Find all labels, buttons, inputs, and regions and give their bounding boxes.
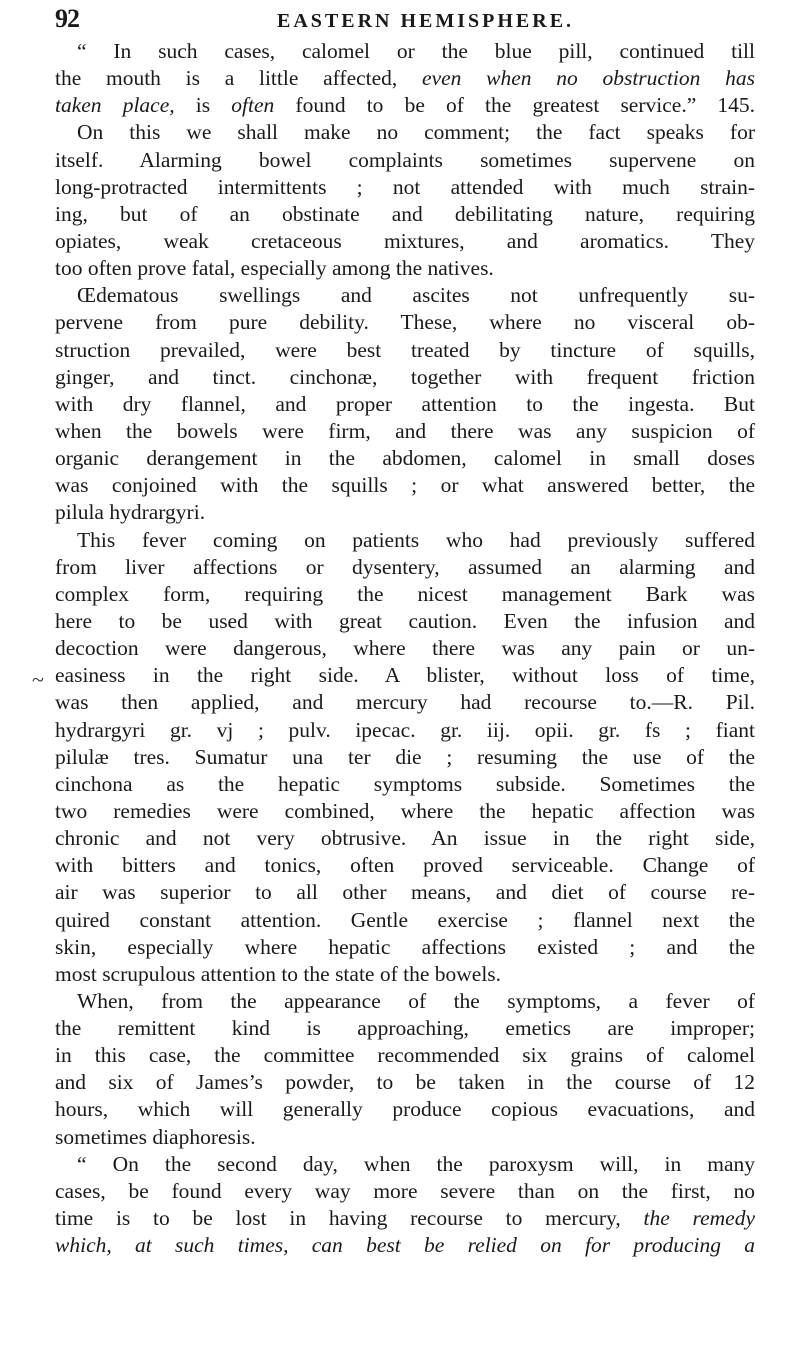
text-segment: too often prove fatal, especially among the natives. [55,256,494,281]
text-line [55,879,755,906]
text-line [55,201,755,228]
text-line [55,1069,755,1096]
text-segment: opiates, weak cretaceous mixtures, and aromatics. They [55,228,755,253]
text-line [55,907,755,934]
text-segment: When, from the appearance of the symptoms, a fever of [77,988,755,1013]
text-line [55,771,755,798]
text-segment: with bitters and tonics, often proved serviceable. Change of [55,853,755,878]
text-segment: when the bowels were firm, and there was any suspicion of [55,418,755,443]
text-line [55,282,755,309]
text-line [55,934,755,961]
running-head: EASTERN HEMISPHERE. [277,10,575,32]
text-segment: the remittent kind is approaching, emetics are improper; [55,1016,755,1041]
text-segment: found to be of the greatest service.” 145. [274,93,756,118]
text-line [55,174,755,201]
page-header [55,4,755,38]
text-segment: skin, especially where hepatic affections existed ; and the [55,934,755,959]
text-line [55,852,755,879]
text-segment: hydrargyri gr. vj ; pulv. ipecac. gr. iij. opii. gr. fs ; fiant [55,717,755,742]
text-line [55,635,755,662]
text-line [55,581,755,608]
text-segment: was then applied, and mercury had recourse to.—R. Pil. [55,690,755,715]
text-line [55,1151,755,1178]
text-segment: sometimes diaphoresis. [55,1124,256,1149]
text-line [55,228,755,255]
text-line [55,472,755,499]
text-segment: two remedies were combined, where the hepatic affection was [55,798,755,823]
text-line [55,1096,755,1123]
text-segment: chronic and not very obtrusive. An issue in the right side, [55,826,755,851]
text-line [55,662,755,689]
body-text [55,38,755,1259]
text-line [55,554,755,581]
text-segment: in this case, the committee recommended six grains of calomel [55,1043,755,1068]
italic-text: even when no obstruction has [422,66,755,91]
text-line [55,527,755,554]
text-segment: long-protracted intermittents ; not attended with much strain- [55,174,755,199]
text-line [55,1042,755,1069]
text-segment: air was superior to all other means, and diet of course re- [55,880,755,905]
text-line [55,1178,755,1205]
text-segment: easiness in the right side. A blister, without loss of time, [55,663,755,688]
text-segment: here to be used with great caution. Even the infusion and [55,608,755,633]
italic-text: the remedy [643,1206,755,1231]
text-segment: Œdematous swellings and ascites not unfrequently su- [77,283,755,308]
text-line [55,38,755,65]
italic-text: taken place, [55,93,175,118]
page-number: 92 [55,4,79,33]
text-segment: hours, which will generally produce copious evacuations, and [55,1097,755,1122]
text-segment: “ In such cases, calomel or the blue pill, continued till [77,39,755,63]
text-line [55,499,755,526]
text-line [55,65,755,92]
text-segment: was conjoined with the squills ; or what answered better, the [55,473,755,498]
text-line [55,1205,755,1232]
text-line [55,988,755,1015]
text-line [55,608,755,635]
text-segment: time is to be lost in having recourse to mercury, [55,1206,644,1231]
text-line [55,255,755,282]
text-segment: On this we shall make no comment; the fact speaks for [77,120,755,145]
text-line [55,798,755,825]
text-segment: ginger, and tinct. cinchonæ, together with frequent friction [55,364,755,389]
text-line [55,337,755,364]
text-segment: with dry flannel, and proper attention to the ingesta. But [55,391,755,416]
text-line [55,825,755,852]
text-line [55,92,755,119]
text-line [55,1124,755,1151]
text-line [55,1015,755,1042]
text-line [55,391,755,418]
text-segment: complex form, requiring the nicest management Bark was [55,581,755,606]
text-line [55,147,755,174]
text-segment: pilula hydrargyri. [55,500,206,525]
text-segment: the mouth is a little affected, [55,66,423,91]
italic-text: often [231,93,275,118]
text-line [55,1232,755,1259]
text-line [55,364,755,391]
text-segment: is [174,93,232,118]
text-line [55,689,755,716]
text-line [55,309,755,336]
text-line [55,717,755,744]
text-line [55,418,755,445]
text-segment: pervene from pure debility. These, where no visceral ob- [55,310,755,335]
text-segment: cases, be found every way more severe than on the first, no [55,1178,755,1203]
text-segment: from liver affections or dysentery, assumed an alarming and [55,554,755,579]
text-segment: “ On the second day, when the paroxysm will, in many [77,1151,755,1176]
margin-mark: ~ [32,667,44,692]
text-segment: quired constant attention. Gentle exercise ; flannel next the [55,907,755,932]
text-segment: itself. Alarming bowel complaints sometimes supervene on [55,147,755,172]
text-segment: organic derangement in the abdomen, calomel in small doses [55,446,755,471]
text-segment: This fever coming on patients who had previously suffered [77,527,755,552]
text-line [55,119,755,146]
italic-text: which, at such times, can best be relied on for producing a [55,1233,755,1258]
text-segment: decoction were dangerous, where there was any pain or un- [55,636,755,661]
text-segment: and six of James’s powder, to be taken in the course of 12 [55,1070,755,1095]
text-segment: cinchona as the hepatic symptoms subside. Sometimes the [55,771,755,796]
text-line [55,961,755,988]
text-segment: ing, but of an obstinate and debilitating nature, requiring [55,201,755,226]
text-segment: pilulæ tres. Sumatur una ter die ; resuming the use of the [55,744,755,769]
text-segment: struction prevailed, were best treated by tincture of squills, [55,337,755,362]
text-line [55,744,755,771]
text-line [55,445,755,472]
text-segment: most scrupulous attention to the state of the bowels. [55,961,502,986]
